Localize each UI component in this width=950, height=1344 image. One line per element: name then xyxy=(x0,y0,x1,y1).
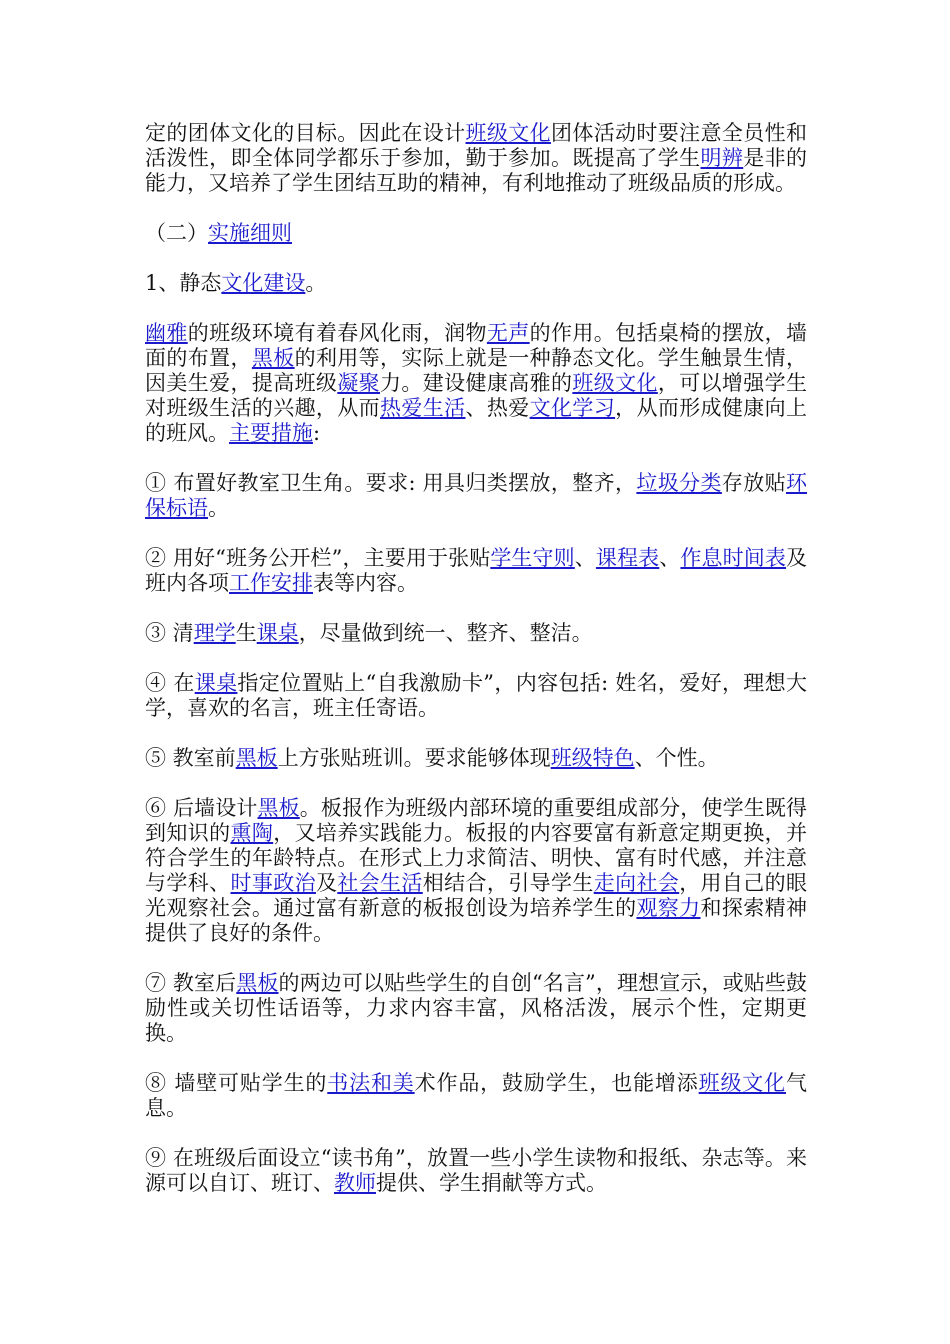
hyperlink[interactable]: 社会生活 xyxy=(337,871,423,895)
hyperlink[interactable]: 课桌 xyxy=(194,671,238,695)
text-run: 、个性。 xyxy=(634,746,719,770)
hyperlink[interactable]: 工作安排 xyxy=(229,571,313,595)
text-run: 的作用。包括桌椅的摆放，墙面的布置， xyxy=(145,321,808,370)
text-run: ，从而形成健康向上的班风。 xyxy=(145,396,808,445)
hyperlink[interactable]: 班级文化 xyxy=(698,1071,786,1095)
text-run: 气息。 xyxy=(145,1071,807,1120)
text-run: 、 xyxy=(574,546,596,570)
text-run: ④ 在 xyxy=(145,671,195,695)
hyperlink[interactable]: 班级特色 xyxy=(550,746,635,770)
text-run: 1、静态 xyxy=(145,271,222,295)
text-run: ① 布置好教室卫生角。要求: 用具归类摆放，整齐， xyxy=(145,471,637,495)
text-run: 的利用等，实际上就是一种静态文化。学生触景生情，因美生爱，提高班级 xyxy=(145,346,808,395)
hyperlink[interactable]: 环保标语 xyxy=(145,471,808,520)
hyperlink[interactable]: 黑板 xyxy=(257,796,300,820)
hyperlink[interactable]: 课桌 xyxy=(256,621,299,645)
text-run: 指定位置贴上“自我激励卡”，内容包括: 姓名，爱好，理想大学，喜欢的名言，班主任寄语。 xyxy=(145,671,807,720)
hyperlink[interactable]: 教师 xyxy=(334,1171,376,1195)
document-body xyxy=(145,121,807,1221)
text-run: 相结合，引导学生 xyxy=(422,871,594,895)
hyperlink[interactable]: 无声 xyxy=(486,321,530,345)
text-run: 力。建设健康高雅的 xyxy=(380,371,573,395)
text-run: 是非的能力，又培养了学生团结互助的精神，有利地推动了班级品质的形成。 xyxy=(145,146,807,195)
hyperlink[interactable]: 文化学习 xyxy=(529,396,616,420)
paragraph xyxy=(145,971,807,1046)
hyperlink[interactable]: 垃圾分类 xyxy=(636,471,722,495)
hyperlink[interactable]: 实施细则 xyxy=(208,221,292,245)
text-run: 的班级环境有着春风化雨，润物 xyxy=(187,321,487,345)
paragraph xyxy=(145,1146,807,1196)
text-run: 团体活动时要注意全员性和活泼性，即全体同学都乐于参加，勤于参加。既提高了学生 xyxy=(145,121,808,170)
hyperlink[interactable]: 走向社会 xyxy=(593,871,680,895)
text-run: ⑨ 在班级后面设立“读书角”，放置一些小学生读物和报纸、杂志等。来源可以自订、班订、 xyxy=(145,1146,807,1195)
text-run: 及班内各项 xyxy=(145,546,808,595)
text-run: 。板报作为班级内部环境的重要组成部分，使学生既得到知识的 xyxy=(145,796,807,845)
text-run: 、热爱 xyxy=(465,396,530,420)
hyperlink[interactable]: 学生守则 xyxy=(490,546,575,570)
text-run: 。 xyxy=(208,496,229,520)
paragraph xyxy=(145,271,807,296)
hyperlink[interactable]: 黑板 xyxy=(235,746,278,770)
text-run: （二） xyxy=(145,221,208,245)
hyperlink[interactable]: 热爱生活 xyxy=(380,396,466,420)
paragraph xyxy=(145,221,807,246)
text-run: ，用自己的眼光观察社会。通过富有新意的板报创设为培养学生的 xyxy=(145,871,808,920)
text-run: ⑧ 墙壁可贴学生的 xyxy=(145,1071,328,1095)
text-run: 生 xyxy=(235,621,257,645)
text-run: 的两边可以贴些学生的自创“名言”，理想宣示，或贴些鼓励性或关切性话语等，力求内容丰富，风格活泼，展示个性，定期更换。 xyxy=(145,971,807,1045)
paragraph xyxy=(145,546,807,596)
hyperlink[interactable]: 明辨 xyxy=(700,146,744,170)
text-run: ⑤ 教室前 xyxy=(145,746,236,770)
text-run: ，又培养实践能力。板报的内容要富有新意定期更换，并符合学生的年龄特点。在形式上力求简洁、明快、富有时代感，并注意与学科、 xyxy=(145,821,808,895)
paragraph xyxy=(145,746,807,771)
text-run: 定的团体文化的目标。因此在设计 xyxy=(145,121,466,145)
hyperlink[interactable]: 作息时间表 xyxy=(680,546,787,570)
paragraph xyxy=(145,471,807,521)
paragraph xyxy=(145,796,807,946)
hyperlink[interactable]: 课程表 xyxy=(595,546,660,570)
text-run: 表等内容。 xyxy=(313,571,418,595)
text-run: 存放贴 xyxy=(721,471,787,495)
text-run: 、 xyxy=(659,546,681,570)
hyperlink[interactable]: 主要措施 xyxy=(229,421,313,445)
hyperlink[interactable]: 书法和美 xyxy=(327,1071,415,1095)
hyperlink[interactable]: 时事政治 xyxy=(230,871,316,895)
text-run: 提供、学生捐献等方式。 xyxy=(376,1171,607,1195)
text-run: 和探索精神提供了良好的条件。 xyxy=(145,896,808,945)
hyperlink[interactable]: 黑板 xyxy=(251,346,295,370)
hyperlink[interactable]: 幽雅 xyxy=(145,321,188,345)
text-run: 上方张贴班训。要求能够体现 xyxy=(277,746,551,770)
paragraph xyxy=(145,1071,807,1121)
text-run: 。 xyxy=(305,271,327,295)
hyperlink[interactable]: 理学 xyxy=(193,621,236,645)
hyperlink[interactable]: 熏陶 xyxy=(230,821,274,845)
text-run: ，可以增强学生对班级生活的兴趣，从而 xyxy=(145,371,808,420)
paragraph xyxy=(145,321,807,446)
text-run: ，尽量做到统一、整齐、整洁。 xyxy=(298,621,593,645)
text-run: 术作品，鼓励学生，也能增添 xyxy=(414,1071,699,1095)
paragraph xyxy=(145,671,807,721)
hyperlink[interactable]: 凝聚 xyxy=(337,371,381,395)
text-run: ⑦ 教室后 xyxy=(145,971,237,995)
text-run: 及 xyxy=(315,871,338,895)
hyperlink[interactable]: 班级文化 xyxy=(465,121,551,145)
paragraph xyxy=(145,121,807,196)
hyperlink[interactable]: 黑板 xyxy=(236,971,279,995)
paragraph xyxy=(145,621,807,646)
text-run: : xyxy=(313,421,321,445)
hyperlink[interactable]: 观察力 xyxy=(636,896,701,920)
text-run: ③ 清 xyxy=(145,621,194,645)
text-run: ② 用好“班务公开栏”，主要用于张贴 xyxy=(145,546,491,570)
text-run: ⑥ 后墙设计 xyxy=(145,796,258,820)
hyperlink[interactable]: 文化建设 xyxy=(221,271,306,295)
hyperlink[interactable]: 班级文化 xyxy=(572,371,658,395)
